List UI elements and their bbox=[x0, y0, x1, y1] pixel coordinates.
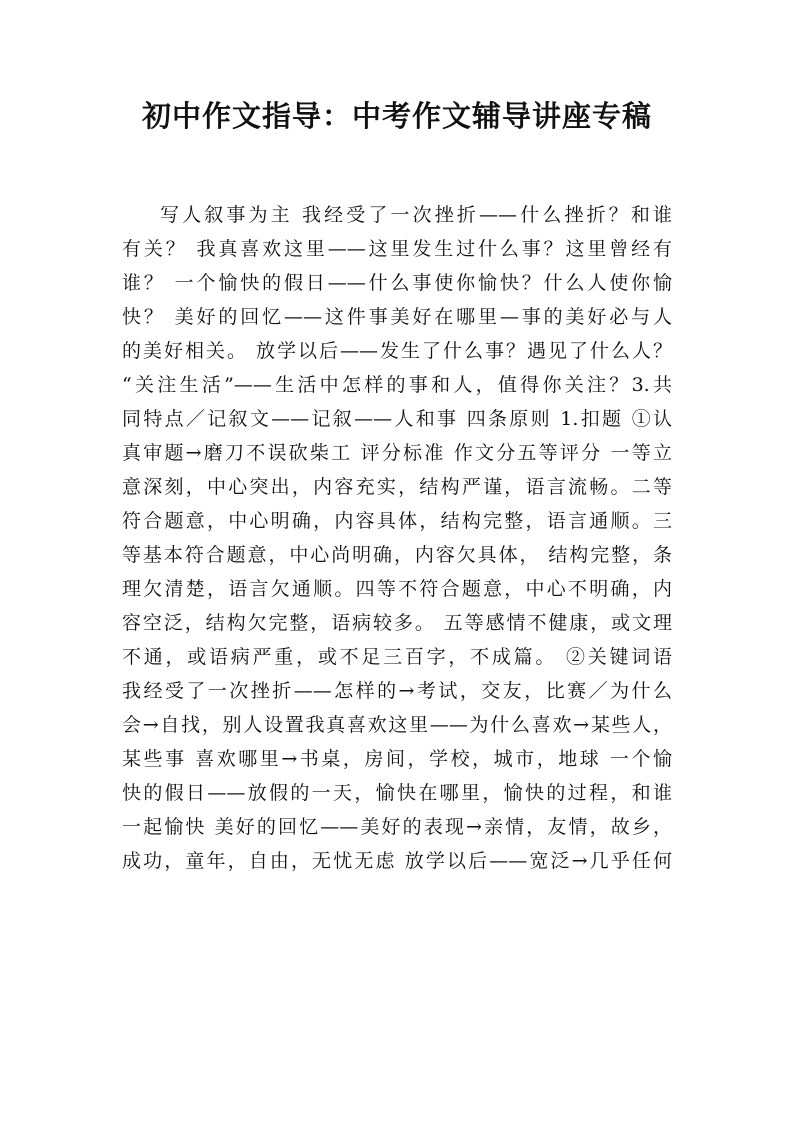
page-title: 初中作文指导：中考作文辅导讲座专稿 bbox=[141, 99, 652, 133]
text-line: 的美好相关。 放学以后——发生了什么事？遇见了什么人？ bbox=[122, 340, 672, 362]
text-line: 成功，童年，自由，无忧无虑 放学以后——宽泛→几乎任何 bbox=[122, 850, 672, 872]
text-line: 我经受了一次挫折——怎样的→考试，交友，比赛／为什么 bbox=[122, 680, 672, 702]
text-line: 真审题→磨刀不误砍柴工 评分标准 作文分五等评分 一等立 bbox=[122, 442, 672, 464]
text-line: 某些事 喜欢哪里→书桌，房间，学校，城市，地球 一个愉 bbox=[122, 748, 672, 770]
text-line: 快的假日——放假的一天，愉快在哪里，愉快的过程，和谁 bbox=[122, 782, 672, 804]
text-line: 理欠清楚，语言欠通顺。四等不符合题意，中心不明确，内 bbox=[122, 578, 672, 600]
text-line: 容空泛，结构欠完整，语病较多。 五等感情不健康，或文理 bbox=[122, 612, 672, 634]
text-line: 快？ 美好的回忆——这件事美好在哪里—事的美好必与人 bbox=[122, 306, 672, 328]
text-line: 同特点／记叙文——记叙——人和事 四条原则 1.扣题 ①认 bbox=[122, 408, 672, 430]
text-line: 一起愉快 美好的回忆——美好的表现→亲情，友情，故乡， bbox=[122, 816, 672, 838]
text-line: “关注生活”——生活中怎样的事和人，值得你关注？3.共 bbox=[122, 374, 672, 396]
body-paragraph bbox=[122, 198, 672, 878]
text-line: 符合题意，中心明确，内容具体，结构完整，语言通顺。三 bbox=[122, 510, 672, 532]
text-line: 写人叙事为主 我经受了一次挫折——什么挫折？和谁 bbox=[160, 204, 672, 226]
text-line: 有关？ 我真喜欢这里——这里发生过什么事？这里曾经有 bbox=[122, 238, 672, 260]
text-line: 谁？ 一个愉快的假日——什么事使你愉快？什么人使你愉 bbox=[122, 272, 672, 294]
text-line: 不通，或语病严重，或不足三百字，不成篇。 ②关键词语 bbox=[122, 646, 672, 668]
text-line: 等基本符合题意，中心尚明确，内容欠具体， 结构完整，条 bbox=[122, 544, 672, 566]
text-line: 会→自找，别人设置我真喜欢这里——为什么喜欢→某些人， bbox=[122, 714, 672, 736]
text-line: 意深刻，中心突出，内容充实，结构严谨，语言流畅。二等 bbox=[122, 476, 672, 498]
